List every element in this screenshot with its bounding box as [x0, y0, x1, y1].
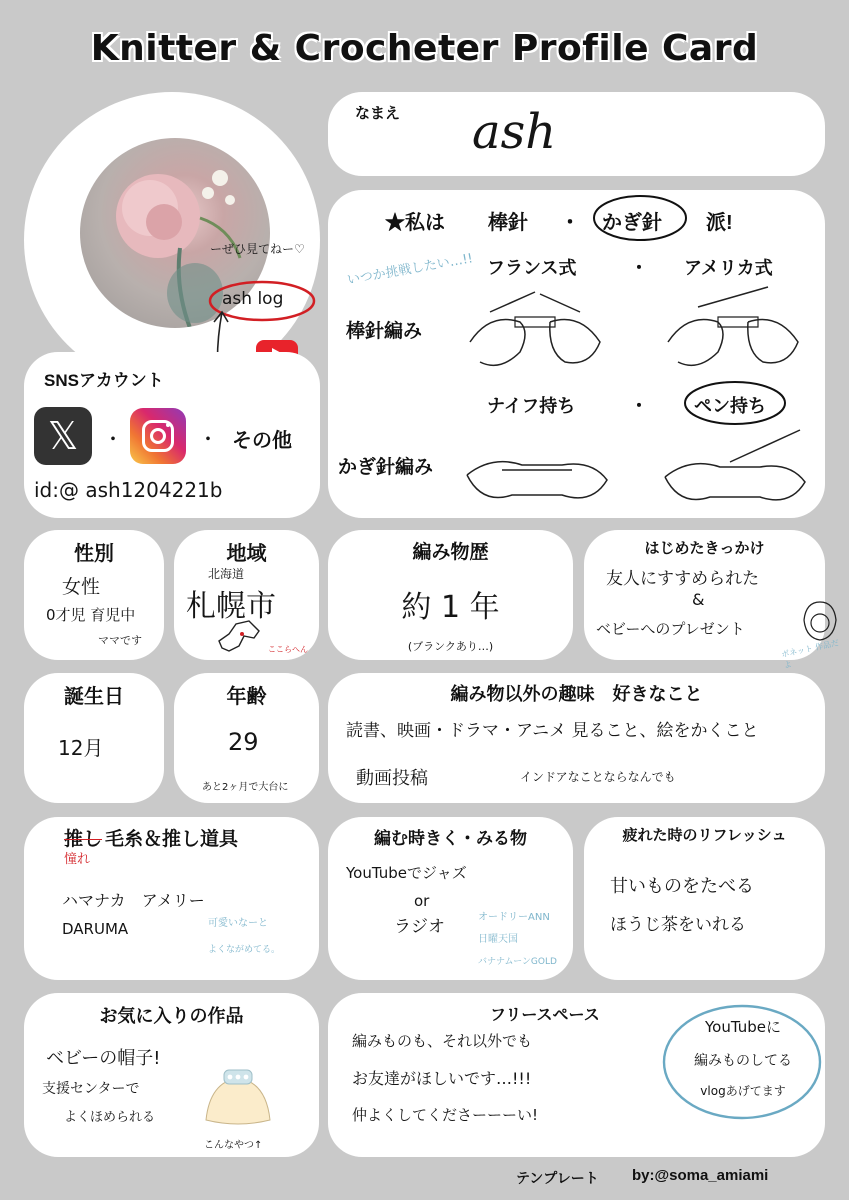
style-dot-1: ・: [560, 212, 580, 234]
experience-note: (ブランクあり…): [407, 640, 494, 653]
region-label: 地域: [226, 543, 267, 565]
listening-note-3: バナナムーンGOLD: [478, 957, 557, 967]
photo-note: ーぜひ見てねー♡: [210, 242, 305, 256]
free-bubble-line-1: YouTubeに: [705, 1018, 781, 1036]
crochet-label: かぎ針編み: [338, 457, 434, 478]
sns-heading: SNSアカウント: [44, 371, 164, 390]
footer-template-label: テンプレート: [516, 1170, 599, 1186]
style-suffix: 派!: [706, 212, 733, 234]
age-value: 29: [228, 728, 259, 756]
name-label: なまえ: [355, 105, 401, 122]
favorite-label: お気に入りの作品: [99, 1006, 244, 1026]
start-label: はじめたきっかけ: [644, 540, 765, 557]
hobbies-line-1: 読書、映画・ドラマ・アニメ 見ること、絵をかくこと: [346, 721, 759, 741]
footer-author[interactable]: by:@soma_amiami: [632, 1167, 769, 1184]
hobbies-line-2: 動画投稿: [356, 768, 428, 789]
sns-separator-2: ・: [198, 427, 218, 451]
french-knitting-hands-illustration: [460, 282, 610, 382]
start-line-2: ベビーへのプレゼント: [596, 620, 745, 638]
experience-value: 約 1 年: [401, 590, 500, 625]
region-sub: 北海道: [208, 567, 245, 581]
page-title: Knitter & Crocheter Profile Card: [90, 28, 759, 69]
knit-american-label: アメリカ式: [684, 258, 773, 278]
knit-french-label: フランス式: [487, 258, 577, 278]
crochet-pen-label: ペン持ち: [694, 396, 766, 416]
region-value: 札幌市: [186, 589, 276, 624]
crochet-knife-label: ナイフ持ち: [487, 396, 576, 416]
listening-note-1: オードリーANN: [478, 912, 550, 923]
listening-or: or: [414, 892, 430, 910]
yarn-line-2: DARUMA: [62, 920, 129, 938]
yarn-line-1: ハマナカ アメリー: [62, 891, 205, 910]
sns-separator-1: ・: [103, 427, 123, 451]
sns-id: id:@ ash1204221b: [34, 478, 223, 502]
yarn-correction: 憧れ: [64, 852, 91, 867]
favorite-line-1: ベビーの帽子!: [46, 1048, 161, 1069]
gender-line-1: 女性: [62, 576, 101, 598]
favorite-line-3: よくほめられる: [64, 1110, 156, 1125]
experience-label: 編み物歴: [412, 542, 489, 563]
favorite-line-2: 支援センターで: [42, 1081, 140, 1097]
birthday-label: 誕生日: [64, 686, 124, 708]
yarn-strike: 推し: [64, 829, 103, 850]
name-card: [328, 92, 825, 176]
birthday-value: 12月: [58, 736, 104, 760]
age-note: あと2ヶ月で大台に: [202, 782, 289, 793]
knit-label: 棒針編み: [346, 321, 423, 342]
listening-note-2: 日曜天国: [478, 934, 518, 945]
region-note: ここらへん: [268, 645, 308, 654]
free-bubble-line-3: vlogあげてます: [700, 1084, 786, 1098]
hobbies-label: 編み物以外の趣味 好きなこと: [450, 684, 703, 704]
style-option-knit[interactable]: 棒針: [488, 212, 528, 234]
hokkaido-map-icon: [214, 616, 264, 656]
gender-line-3: ママです: [98, 634, 142, 647]
yarn-label: 毛糸＆推し道具: [105, 829, 239, 850]
start-line-1: 友人にすすめられた: [606, 569, 760, 589]
refresh-line-1: 甘いものをたべる: [610, 876, 754, 897]
american-knitting-hands-illustration: [658, 282, 808, 382]
age-label: 年齢: [226, 686, 267, 708]
youtube-handle[interactable]: ash log: [222, 289, 284, 309]
free-line-1: 編みものも、それ以外でも: [352, 1032, 533, 1050]
style-note: いつか挑戦したい…!!: [346, 251, 475, 289]
listening-label: 編む時きく・みる物: [374, 829, 527, 848]
x-icon[interactable]: 𝕏: [34, 407, 92, 465]
gender-line-2: 0才児 育児中: [46, 606, 136, 624]
listening-line-1: YouTubeでジャズ: [346, 864, 467, 882]
favorite-note: こんなやつ↑: [204, 1140, 263, 1151]
knife-hold-hands-illustration: [462, 430, 612, 510]
style-lead: ★私は: [385, 212, 445, 234]
sns-other[interactable]: その他: [232, 430, 292, 452]
style-option-crochet[interactable]: かぎ針: [602, 212, 662, 234]
hobbies-line-2b: インドアなことならなんでも: [520, 770, 676, 784]
start-note: ボネット 作品だよ: [780, 638, 840, 671]
listening-line-2: ラジオ: [394, 917, 445, 937]
yarn-note-1: 可愛いなーと: [208, 918, 268, 929]
free-label: フリースペース: [490, 1007, 600, 1024]
yarn-note-2: よくながめてる。: [208, 945, 281, 955]
style-dot-3: ・: [630, 396, 648, 416]
instagram-icon[interactable]: [130, 408, 186, 464]
refresh-line-2: ほうじ茶をいれる: [610, 915, 746, 935]
start-amp: &: [692, 590, 705, 609]
gender-label: 性別: [74, 543, 114, 565]
free-line-3: 仲よくしてくださーーーい!: [352, 1106, 539, 1124]
name-value: ash: [472, 104, 557, 160]
pen-hold-hands-illustration: [660, 422, 810, 510]
free-bubble-line-2: 編みものしてる: [694, 1053, 792, 1069]
free-line-2: お友達がほしいです…!!!: [352, 1069, 532, 1088]
baby-hat-drawing: [196, 1062, 280, 1132]
refresh-label: 疲れた時のリフレッシュ: [622, 827, 787, 844]
style-dot-2: ・: [630, 258, 648, 278]
